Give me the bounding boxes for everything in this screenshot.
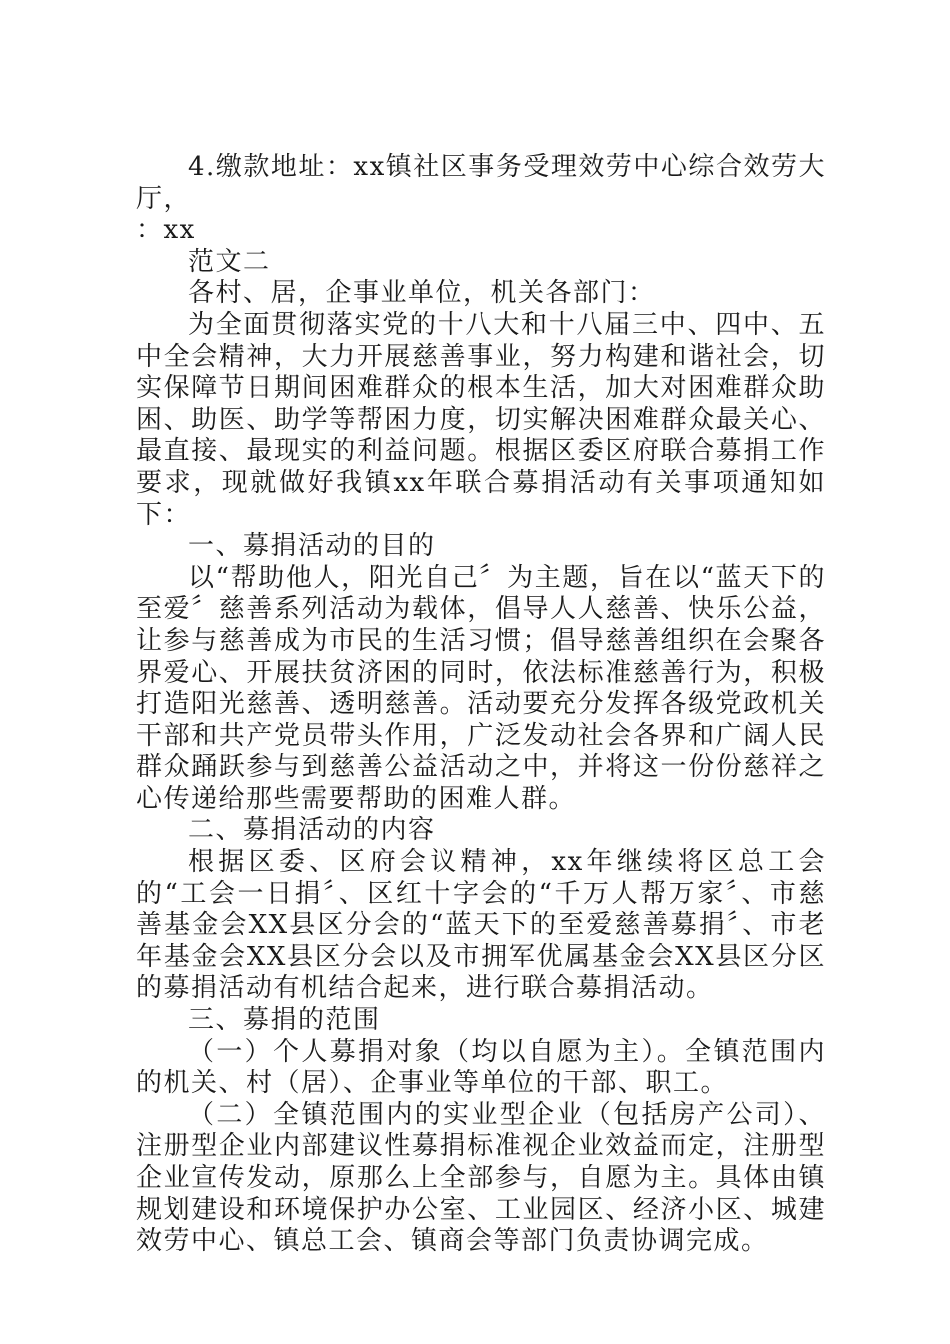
heading-purpose: 一、募捐活动的目的	[188, 531, 436, 562]
section-title: 范文二	[188, 246, 271, 277]
heading-scope: 三、募捐的范围	[188, 1005, 381, 1036]
scope-paragraph-2: （二）全镇范围内的实业型企业（包括房产公司）、注册型企业内部建议性募捐标准视企业效益而定，注册型企业宣传发动，原那么上全部参与，自愿为主。具体由镇规划建设和环境保护办公室、工业园区、经济小区、城建效劳中心、镇总工会、镇商会等部门负责协调完成。	[136, 1099, 826, 1257]
scope-paragraph-1: （一）个人募捐对象（均以自愿为主）。全镇范围内的机关、村（居）、企事业等单位的干部、职工。	[136, 1036, 826, 1099]
salutation: 各村、居，企事业单位，机关各部门：	[188, 278, 656, 309]
purpose-paragraph: 以“帮助他人，阳光自己〞为主题，旨在以“蓝天下的至爱〞慈善系列活动为载体，倡导人人慈善、快乐公益，让参与慈善成为市民的生活习惯；倡导慈善组织在会聚各界爱心、开展扶贫济困的同时，依法标准慈善行为，积极打造阳光慈善、透明慈善。活动要充分发挥各级党政机关干部和共产党员带头作用，广泛发动社会各界和广阔人民群众踊跃参与到慈善公益活动之中，并将这一份份慈祥之心传递给那些需要帮助的困难人群。	[136, 562, 826, 814]
payment-address: 4.缴款地址：xx镇社区事务受理效劳中心综合效劳大厅，	[136, 152, 826, 214]
payment-address-suffix: ：xx	[136, 215, 196, 246]
document-body	[136, 152, 826, 1258]
intro-paragraph: 为全面贯彻落实党的十八大和十八届三中、四中、五中全会精神，大力开展慈善事业，努力构建和谐社会，切实保障节日期间困难群众的根本生活，加大对困难群众助困、助医、助学等帮困力度，切实解决困难群众最关心、最直接、最现实的利益问题。根据区委区府联合募捐工作要求，现就做好我镇xx年联合募捐活动有关事项通知如下：	[136, 309, 826, 530]
content-paragraph: 根据区委、区府会议精神，xx年继续将区总工会的“工会一日捐〞、区红十字会的“千万人帮万家〞、市慈善基金会XX县区分会的“蓝天下的至爱慈善募捐〞、市老年基金会XX县区分会以及市拥军优属基金会XX县区分区的募捐活动有机结合起来，进行联合募捐活动。	[136, 847, 826, 1004]
heading-content: 二、募捐活动的内容	[188, 815, 436, 846]
